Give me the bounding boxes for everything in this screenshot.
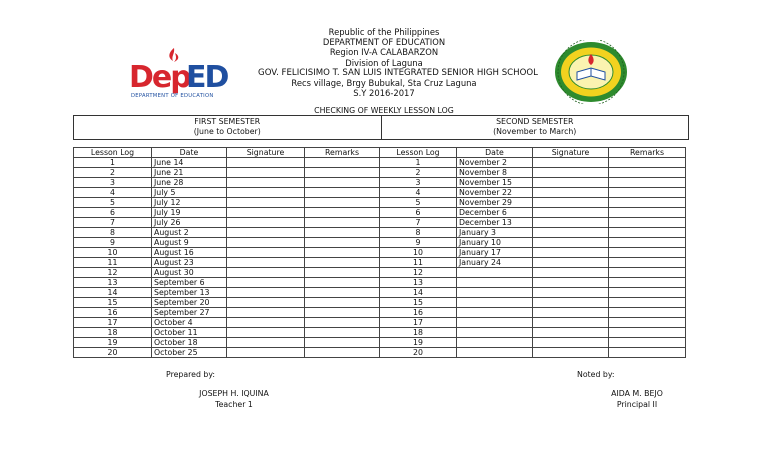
- first-semester-title: FIRST SEMESTER: [194, 117, 261, 126]
- signature-cell-1: [227, 268, 305, 278]
- table-row: [74, 298, 686, 308]
- signature-cell-1: [227, 168, 305, 178]
- lesson-log-number-1: 18: [74, 328, 152, 338]
- date-2: January 24: [457, 258, 533, 268]
- remarks-cell-1: [305, 238, 380, 248]
- remarks-cell-2: [609, 328, 686, 338]
- table-row: [74, 318, 686, 328]
- remarks-cell-1: [305, 278, 380, 288]
- date-1: August 30: [152, 268, 227, 278]
- remarks-cell-2: [609, 348, 686, 358]
- signature-cell-2: [533, 338, 609, 348]
- date-2: December 13: [457, 218, 533, 228]
- signature-cell-1: [227, 218, 305, 228]
- signature-cell-1: [227, 308, 305, 318]
- lesson-log-number-2: 7: [380, 218, 457, 228]
- lesson-log-number-2: 17: [380, 318, 457, 328]
- signature-cell-1: [227, 158, 305, 168]
- date-2: January 10: [457, 238, 533, 248]
- date-1: October 11: [152, 328, 227, 338]
- lesson-log-number-1: 17: [74, 318, 152, 328]
- date-1: September 20: [152, 298, 227, 308]
- remarks-cell-2: [609, 198, 686, 208]
- remarks-cell-1: [305, 228, 380, 238]
- date-2: [457, 298, 533, 308]
- table-row: [74, 188, 686, 198]
- remarks-cell-2: [609, 208, 686, 218]
- table-row: [74, 338, 686, 348]
- col-signature-1: Signature: [227, 148, 305, 158]
- remarks-cell-2: [609, 268, 686, 278]
- signature-cell-2: [533, 298, 609, 308]
- col-lesson-log-2: Lesson Log: [380, 148, 457, 158]
- col-date-2: Date: [457, 148, 533, 158]
- date-1: August 23: [152, 258, 227, 268]
- signature-cell-2: [533, 238, 609, 248]
- signature-cell-2: [533, 228, 609, 238]
- lesson-log-number-2: 2: [380, 168, 457, 178]
- remarks-cell-1: [305, 198, 380, 208]
- remarks-cell-1: [305, 168, 380, 178]
- lesson-log-number-2: 20: [380, 348, 457, 358]
- signature-cell-1: [227, 288, 305, 298]
- remarks-cell-2: [609, 188, 686, 198]
- date-2: [457, 268, 533, 278]
- lesson-log-number-2: 6: [380, 208, 457, 218]
- table-row: [74, 248, 686, 258]
- date-1: October 25: [152, 348, 227, 358]
- date-1: August 9: [152, 238, 227, 248]
- republic-line: Republic of the Philippines: [328, 27, 440, 37]
- deped-logo-dep: Dep: [129, 60, 190, 95]
- lesson-log-number-2: 15: [380, 298, 457, 308]
- second-semester-cell: [381, 116, 689, 140]
- signature-cell-2: [533, 258, 609, 268]
- signature-cell-2: [533, 308, 609, 318]
- remarks-cell-2: [609, 228, 686, 238]
- lesson-log-number-1: 8: [74, 228, 152, 238]
- signature-cell-1: [227, 228, 305, 238]
- table-row: [74, 268, 686, 278]
- remarks-cell-2: [609, 258, 686, 268]
- semester-header-table: [73, 115, 689, 140]
- remarks-cell-2: [609, 288, 686, 298]
- remarks-cell-1: [305, 158, 380, 168]
- date-2: [457, 338, 533, 348]
- remarks-cell-2: [609, 218, 686, 228]
- signature-cell-2: [533, 318, 609, 328]
- remarks-cell-2: [609, 308, 686, 318]
- date-1: October 18: [152, 338, 227, 348]
- table-row: [74, 208, 686, 218]
- noted-by-label: Noted by:: [577, 370, 615, 379]
- lesson-log-number-1: 3: [74, 178, 152, 188]
- lesson-log-number-2: 12: [380, 268, 457, 278]
- lesson-log-number-2: 19: [380, 338, 457, 348]
- lesson-log-number-1: 14: [74, 288, 152, 298]
- remarks-cell-2: [609, 168, 686, 178]
- table-row: [74, 348, 686, 358]
- date-1: September 6: [152, 278, 227, 288]
- division-line: Division of Laguna: [345, 57, 423, 68]
- signature-cell-1: [227, 208, 305, 218]
- school-name: GOV. FELICISIMO T. SAN LUIS INTEGRATED SENIOR HIGH SCHOOL: [258, 67, 538, 78]
- remarks-cell-1: [305, 178, 380, 188]
- signature-cell-1: [227, 188, 305, 198]
- lesson-log-number-1: 6: [74, 208, 152, 218]
- lesson-log-number-1: 1: [74, 158, 152, 168]
- signature-cell-1: [227, 318, 305, 328]
- signature-cell-2: [533, 288, 609, 298]
- document-header: [0, 27, 768, 98]
- signature-cell-2: [533, 168, 609, 178]
- date-1: July 5: [152, 188, 227, 198]
- signature-cell-1: [227, 328, 305, 338]
- deped-logo-subtitle: DEPARTMENT OF EDUCATION: [131, 93, 214, 99]
- date-2: November 29: [457, 198, 533, 208]
- first-semester-cell: [74, 116, 382, 140]
- lesson-log-number-1: 15: [74, 298, 152, 308]
- date-1: August 2: [152, 228, 227, 238]
- signature-cell-2: [533, 178, 609, 188]
- remarks-cell-1: [305, 268, 380, 278]
- lesson-log-number-2: 4: [380, 188, 457, 198]
- date-2: [457, 348, 533, 358]
- form-title: CHECKING OF WEEKLY LESSON LOG: [314, 106, 454, 115]
- date-1: June 28: [152, 178, 227, 188]
- table-body: [74, 158, 686, 358]
- date-1: September 13: [152, 288, 227, 298]
- signature-cell-2: [533, 218, 609, 228]
- remarks-cell-1: [305, 348, 380, 358]
- signature-cell-2: [533, 328, 609, 338]
- signature-cell-1: [227, 348, 305, 358]
- region-line: Region IV-A CALABARZON: [329, 47, 439, 58]
- date-2: November 15: [457, 178, 533, 188]
- second-semester-range: (November to March): [493, 127, 577, 136]
- lesson-log-number-2: 14: [380, 288, 457, 298]
- lesson-log-number-2: 13: [380, 278, 457, 288]
- table-row: [74, 278, 686, 288]
- date-1: June 14: [152, 158, 227, 168]
- lesson-log-number-2: 8: [380, 228, 457, 238]
- remarks-cell-1: [305, 288, 380, 298]
- remarks-cell-1: [305, 328, 380, 338]
- prepared-by-title: Teacher 1: [215, 400, 253, 409]
- signature-cell-2: [533, 198, 609, 208]
- lesson-log-number-1: 9: [74, 238, 152, 248]
- lesson-log-number-1: 12: [74, 268, 152, 278]
- col-remarks-2: Remarks: [609, 148, 686, 158]
- signature-cell-1: [227, 278, 305, 288]
- date-1: July 26: [152, 218, 227, 228]
- date-2: [457, 278, 533, 288]
- deped-logo-ed: ED: [186, 60, 228, 95]
- lesson-log-number-2: 1: [380, 158, 457, 168]
- signature-cell-2: [533, 208, 609, 218]
- remarks-cell-2: [609, 178, 686, 188]
- remarks-cell-1: [305, 248, 380, 258]
- remarks-cell-2: [609, 278, 686, 288]
- table-row: [74, 258, 686, 268]
- table-row: [74, 198, 686, 208]
- lesson-log-number-2: 18: [380, 328, 457, 338]
- signature-cell-1: [227, 248, 305, 258]
- date-1: October 4: [152, 318, 227, 328]
- remarks-cell-1: [305, 218, 380, 228]
- noted-by-title: Principal II: [616, 400, 658, 409]
- col-date-1: Date: [152, 148, 227, 158]
- table-row: [74, 288, 686, 298]
- remarks-cell-2: [609, 318, 686, 328]
- table-row: [74, 238, 686, 248]
- lesson-log-number-2: 3: [380, 178, 457, 188]
- lesson-log-number-1: 2: [74, 168, 152, 178]
- signature-cell-1: [227, 238, 305, 248]
- remarks-cell-1: [305, 258, 380, 268]
- lesson-log-number-2: 9: [380, 238, 457, 248]
- signature-cell-1: [227, 198, 305, 208]
- date-1: August 16: [152, 248, 227, 258]
- lesson-log-number-1: 11: [74, 258, 152, 268]
- department-line: DEPARTMENT OF EDUCATION: [322, 37, 446, 48]
- table-row: [74, 218, 686, 228]
- col-lesson-log-1: Lesson Log: [74, 148, 152, 158]
- lesson-log-number-2: 11: [380, 258, 457, 268]
- col-remarks-1: Remarks: [305, 148, 380, 158]
- prepared-by-name: JOSEPH H. IQUINA: [199, 389, 269, 398]
- date-2: November 2: [457, 158, 533, 168]
- signature-cell-2: [533, 348, 609, 358]
- remarks-cell-2: [609, 338, 686, 348]
- date-1: July 19: [152, 208, 227, 218]
- signature-cell-2: [533, 188, 609, 198]
- lesson-log-number-1: 20: [74, 348, 152, 358]
- date-2: [457, 318, 533, 328]
- signature-cell-1: [227, 178, 305, 188]
- date-2: [457, 308, 533, 318]
- noted-by-name: AIDA M. BEJO: [611, 389, 663, 398]
- lesson-log-number-1: 7: [74, 218, 152, 228]
- lesson-log-number-2: 5: [380, 198, 457, 208]
- signature-cell-2: [533, 248, 609, 258]
- table-row: [74, 328, 686, 338]
- lesson-log-number-1: 19: [74, 338, 152, 348]
- signature-cell-2: [533, 158, 609, 168]
- lesson-log-table: [73, 147, 686, 358]
- date-2: December 6: [457, 208, 533, 218]
- remarks-cell-1: [305, 338, 380, 348]
- remarks-cell-1: [305, 298, 380, 308]
- signature-cell-2: [533, 268, 609, 278]
- table-row: [74, 158, 686, 168]
- col-signature-2: Signature: [533, 148, 609, 158]
- signature-cell-1: [227, 298, 305, 308]
- school-year: S.Y 2016-2017: [353, 88, 415, 99]
- lesson-log-number-2: 10: [380, 248, 457, 258]
- remarks-cell-2: [609, 298, 686, 308]
- prepared-by-label: Prepared by:: [166, 370, 216, 379]
- lesson-log-number-2: 16: [380, 308, 457, 318]
- date-2: [457, 328, 533, 338]
- first-semester-range: (June to October): [193, 127, 261, 136]
- date-2: November 22: [457, 188, 533, 198]
- date-1: September 27: [152, 308, 227, 318]
- date-2: November 8: [457, 168, 533, 178]
- date-2: [457, 288, 533, 298]
- lesson-log-number-1: 13: [74, 278, 152, 288]
- date-1: July 12: [152, 198, 227, 208]
- remarks-cell-1: [305, 208, 380, 218]
- table-row: [74, 168, 686, 178]
- signature-cell-1: [227, 258, 305, 268]
- remarks-cell-2: [609, 248, 686, 258]
- lesson-log-number-1: 10: [74, 248, 152, 258]
- lesson-log-number-1: 4: [74, 188, 152, 198]
- table-row: [74, 228, 686, 238]
- signature-cell-1: [227, 338, 305, 348]
- remarks-cell-1: [305, 308, 380, 318]
- lesson-log-number-1: 5: [74, 198, 152, 208]
- remarks-cell-2: [609, 158, 686, 168]
- date-1: June 21: [152, 168, 227, 178]
- remarks-cell-2: [609, 238, 686, 248]
- date-2: January 17: [457, 248, 533, 258]
- lesson-log-number-1: 16: [74, 308, 152, 318]
- table-row: [74, 308, 686, 318]
- table-row: [74, 178, 686, 188]
- table-header-row: [74, 148, 686, 158]
- second-semester-title: SECOND SEMESTER: [496, 117, 574, 126]
- date-2: January 3: [457, 228, 533, 238]
- remarks-cell-1: [305, 188, 380, 198]
- signature-cell-2: [533, 278, 609, 288]
- remarks-cell-1: [305, 318, 380, 328]
- school-address: Recs village, Brgy Bubukal, Sta Cruz Laguna: [291, 78, 477, 89]
